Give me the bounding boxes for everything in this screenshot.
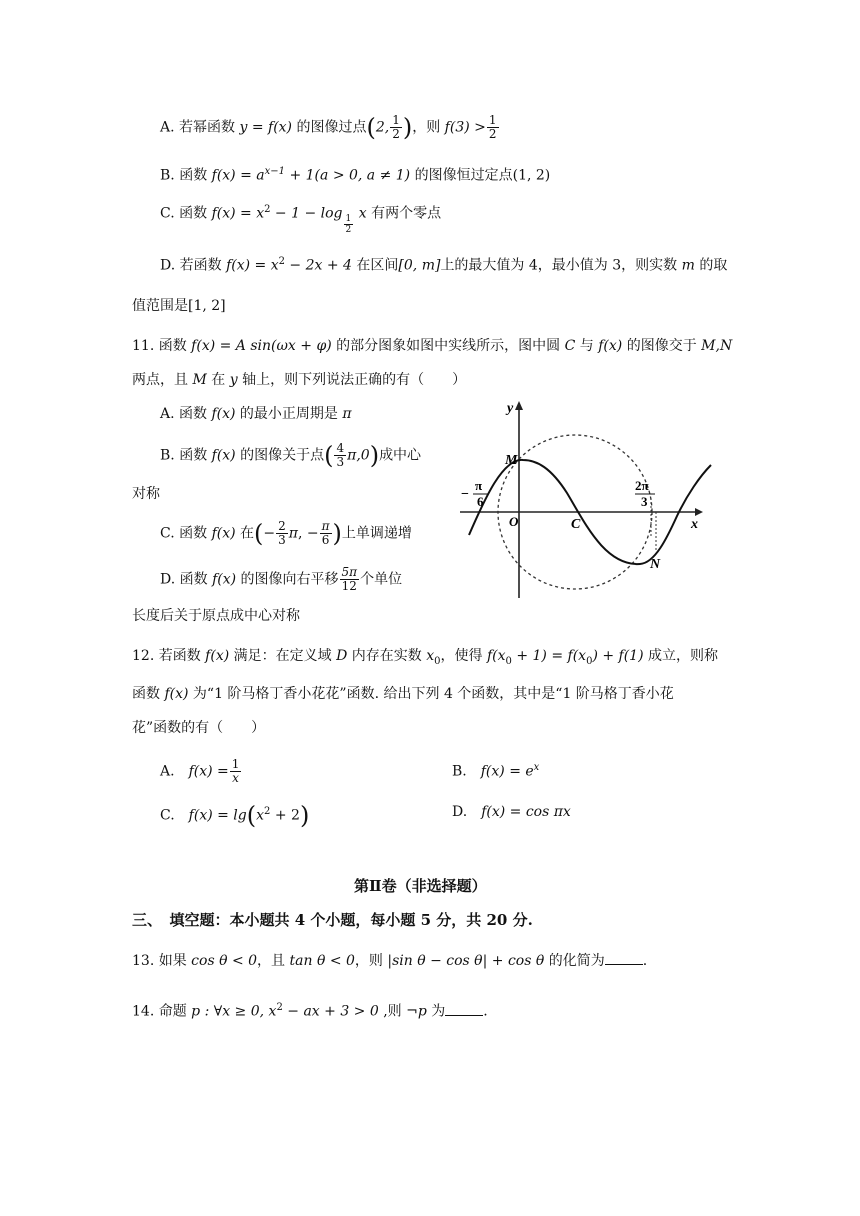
q10-option-b: B. 函数 $f(x) = a^{x-1} + 1(a > 0$, a ≠ 1) 的图像恒过定点(1, 2) (160, 166, 551, 184)
q12-option-c: C. $f(x) = \lg(x^2 + 2)$ (160, 801, 310, 830)
section-title: 第Ⅱ卷（非选择题） (354, 877, 487, 895)
label-n: N (650, 557, 661, 572)
q10-option-a: A. 若幂函数 y = f(x) 的图像过点(2, $\frac{1}{2}$ )，则 f(3) > $\frac{1}{2}$ (160, 113, 497, 142)
q11-stem-line1: 11. 函数 f(x) = A sin(ωx + φ) 的部分图象如图中实线所示，图中圆 C 与 f(x) 的图像交于 M,N (132, 338, 733, 354)
q13-answer-blank[interactable] (605, 950, 643, 965)
q12-stem-line1: 12. 若函数 f(x) 满足：在定义域 D 内存在实数 $x_0$，使得 $f(x_0 + 1) = f(x_0) + f(1)$ 成立，则称 (132, 648, 718, 667)
q11-option-d-line2: 长度后关于原点成中心对称 (132, 608, 300, 624)
x-axis-arrow (695, 508, 703, 516)
q12-option-a: A. f(x) = $\frac{1}{x}$ (160, 757, 240, 785)
label-m: M (505, 453, 518, 468)
q10-option-d: D. 若函数 $f(x) = x^2 - 2x + 4$ 在区间[0, m]上的最大值为 4，最小值为 3，则实数 m 的取 (160, 256, 728, 274)
q11-option-b-line2: 对称 (132, 486, 160, 502)
label-o: O (509, 514, 519, 529)
label-c: C (571, 517, 581, 532)
label-neg-sign: − (461, 487, 469, 502)
label-neg-pi: π (475, 478, 483, 493)
label-y: y (507, 401, 514, 416)
label-x: x (691, 517, 698, 532)
label-2pi: 2π (635, 478, 649, 493)
section-heading: 三、 填空题：本小题共 4 个小题，每小题 5 分，共 20 分. (132, 911, 533, 929)
label-neg-6: 6 (477, 494, 484, 509)
q10-option-d-line2: 值范围是[1, 2] (132, 298, 226, 314)
y-axis-arrow (515, 401, 523, 410)
q13: 13. 如果 cos θ < 0，且 tan θ < 0，则 |sin θ − cos θ| + cos θ 的化简为 . (132, 950, 647, 971)
q11-option-c: C. 函数 f(x) 在(− $\frac{2}{3}$ π, − $\frac{\pi}{6}$ )上单调递增 (160, 519, 412, 548)
q11-option-b: B. 函数 f(x) 的图像关于点( $\frac{4}{3}$ π,0)成中心 (160, 441, 422, 470)
q12-stem-line2: 函数 f(x) 为“1 阶马格丁香小花花”函数. 给出下列 4 个函数，其中是“1 阶马格丁香小花 (132, 686, 674, 702)
q11-option-d: D. 函数 f(x) 的图像向右平移 $\frac{5\pi}{12}$ 个单位 (160, 565, 403, 593)
q12-option-b: B. $f(x) = e^x$ (452, 762, 540, 780)
q14: 14. 命题 p : ∀x ≥ 0, $x^2$ − ax + 3 > 0 ,则 ¬p 为 . (132, 1002, 488, 1020)
q11-option-a: A. 函数 f(x) 的最小正周期是 π (160, 406, 352, 422)
label-3: 3 (641, 494, 648, 509)
q10-option-c: C. 函数 $f(x) = x^2 - 1 - \log$ $\frac{1}{2}$ x 有两个零点 (160, 204, 442, 235)
q11-sine-graph (455, 398, 725, 608)
q11-stem-line2: 两点，且 M 在 y 轴上，则下列说法正确的有（ ） (132, 372, 467, 388)
q12-stem-line3: 花”函数的有（ ） (132, 720, 266, 736)
q14-answer-blank[interactable] (445, 1001, 483, 1016)
q12-option-d: D. f(x) = cos πx (452, 804, 571, 820)
